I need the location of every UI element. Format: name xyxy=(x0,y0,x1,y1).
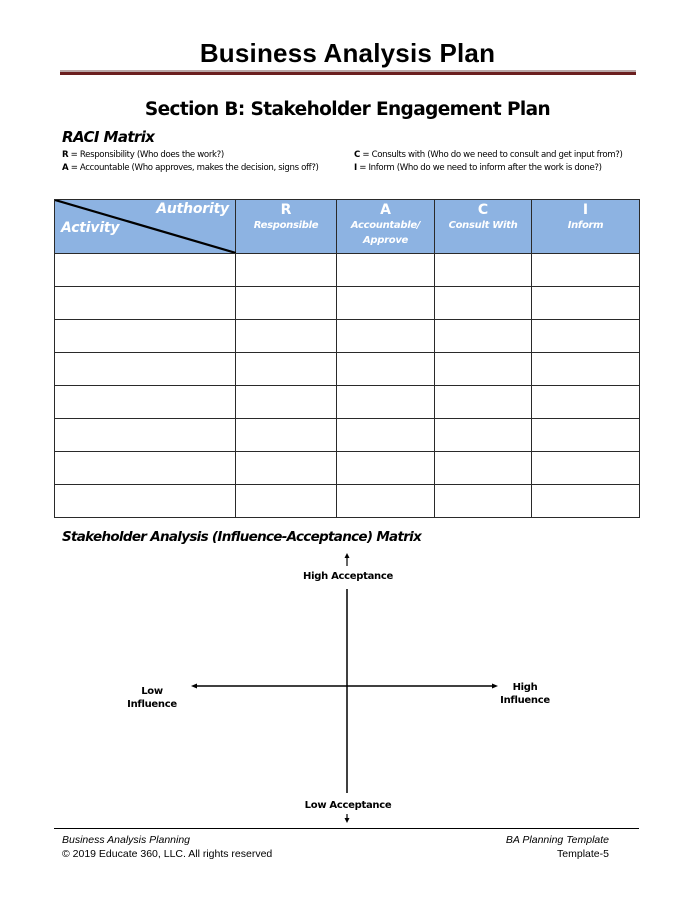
authority-label: Authority xyxy=(156,201,229,217)
low-acceptance-label: Low Acceptance xyxy=(304,800,392,811)
activity-label: Activity xyxy=(61,220,120,236)
footer-page-id: Template-5 xyxy=(557,848,609,860)
legend-key: I xyxy=(354,163,357,173)
legend-key: A xyxy=(62,163,69,173)
legend-text: = Inform (Who do we need to inform after the work is done?) xyxy=(356,163,602,173)
stakeholder-matrix-heading: Stakeholder Analysis (Influence-Acceptance) Matrix xyxy=(62,529,422,545)
document-title: Business Analysis Plan xyxy=(199,38,496,68)
arrow-up-icon xyxy=(345,553,350,566)
footer-course-name: Business Analysis Planning xyxy=(62,834,191,846)
column-label: Inform xyxy=(567,220,604,231)
arrow-down-icon xyxy=(345,814,350,823)
footer-copyright: © 2019 Educate 360, LLC. All rights reserved xyxy=(62,848,273,860)
section-title: Section B: Stakeholder Engagement Plan xyxy=(144,99,551,120)
column-letter: R xyxy=(280,202,292,218)
column-label: Accountable/ Approve xyxy=(350,220,421,246)
footer-template-name: BA Planning Template xyxy=(505,834,609,846)
footer-divider xyxy=(54,828,639,829)
legend-key: C xyxy=(354,150,360,160)
column-letter: A xyxy=(380,202,391,218)
legend-text: = Accountable (Who approves, makes the decision, signs off?) xyxy=(68,163,319,173)
low-influence-label: Low Influence xyxy=(127,686,177,710)
column-label: Responsible xyxy=(253,220,319,231)
column-label: Consult With xyxy=(448,220,518,231)
legend-key: R xyxy=(62,150,69,160)
column-letter: C xyxy=(477,202,489,218)
arrow-left-icon xyxy=(191,684,197,689)
raci-heading: RACI Matrix xyxy=(62,128,155,146)
legend-text: = Responsibility (Who does the work?) xyxy=(68,150,224,160)
high-acceptance-label: High Acceptance xyxy=(303,571,393,582)
high-influence-label: High Influence xyxy=(500,682,550,706)
column-letter: I xyxy=(582,202,589,218)
legend-text: = Consults with (Who do we need to consult and get input from?) xyxy=(359,150,623,160)
